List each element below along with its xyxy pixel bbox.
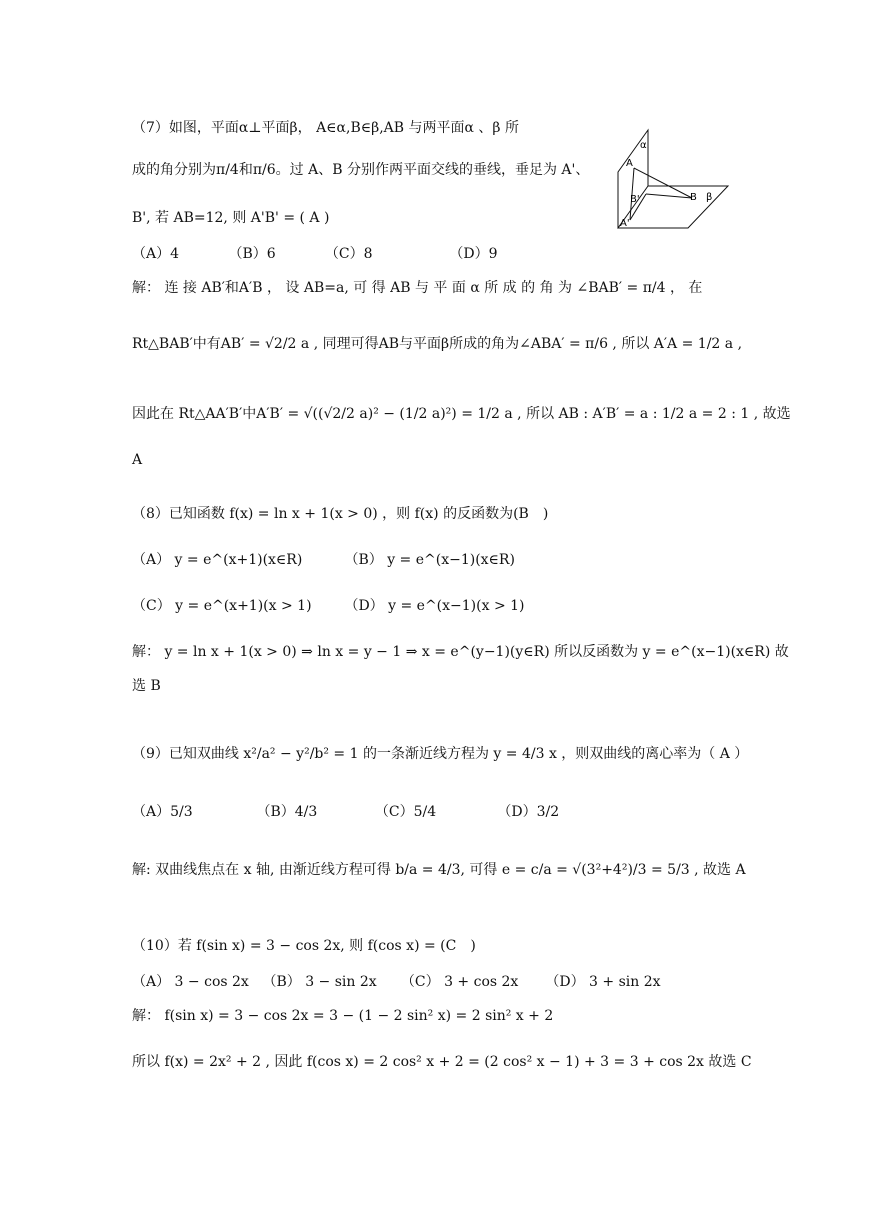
q7-option-b: （B）6 bbox=[228, 246, 276, 262]
q9-options bbox=[132, 802, 559, 822]
q7-solution-1: 解： 连 接 AB′和A′B ， 设 AB=a, 可 得 AB 与 平 面 α 所 成 的 角 为 ∠BAB′ = π/4 ， 在 bbox=[132, 280, 703, 296]
q7-option-a: （A）4 bbox=[132, 246, 180, 262]
q8-solution-1: 解： y = ln x + 1(x > 0) ⇒ ln x = y − 1 ⇒ x = e^(y−1)(y∈R) 所以反函数为 y = e^(x−1)(x∈R) 故 bbox=[132, 644, 789, 660]
q9-line1: （9）已知双曲线 x²/a² − y²/b² = 1 的一条渐近线方程为 y = 4/3 x ，则双曲线的离心率为（ A ） bbox=[132, 746, 749, 762]
q10-options bbox=[132, 972, 661, 992]
q10-option-a: （A） 3 − cos 2x bbox=[132, 974, 249, 990]
q10-option-d: （D） 3 + sin 2x bbox=[545, 974, 661, 990]
q9-option-b: （B）4/3 bbox=[256, 804, 318, 820]
q9-option-c: （C）5/4 bbox=[374, 804, 437, 820]
q7-line2 bbox=[132, 160, 589, 180]
point-a-label: A bbox=[626, 158, 633, 169]
q10-option-c: （C） 3 + cos 2x bbox=[400, 974, 519, 990]
q7-line3: B', 若 AB=12, 则 A'B' = ( A ) bbox=[132, 210, 330, 226]
point-b-label: B bbox=[690, 192, 697, 203]
q9-solution-1: 解: 双曲线焦点在 x 轴, 由渐近线方程可得 b/a = 4/3, 可得 e = c/a = √(3²+4²)/3 = 5/3 , 故选 A bbox=[132, 862, 746, 878]
alpha-label: α bbox=[640, 140, 647, 151]
q10-solution-1: 解： f(sin x) = 3 − cos 2x = 3 − (1 − 2 sin² x) = 2 sin² x + 2 bbox=[132, 1008, 554, 1024]
q7-solution-2: Rt△BAB′中有AB′ = √2/2 a , 同理可得AB与平面β所成的角为∠ABA′ = π/6 , 所以 A′A = 1/2 a , bbox=[132, 336, 743, 352]
q10-solution-2: 所以 f(x) = 2x² + 2 , 因此 f(cos x) = 2 cos² x + 2 = (2 cos² x − 1) + 3 = 3 + cos 2x 故选 C bbox=[132, 1054, 752, 1070]
q8-option-d: （D） y = e^(x−1)(x > 1) bbox=[344, 598, 525, 614]
q9-option-a: （A）5/3 bbox=[132, 804, 193, 820]
q8-line1: （8）已知函数 f(x) = ln x + 1(x > 0) ，则 f(x) 的反函数为(B ) bbox=[132, 506, 549, 522]
beta-label: β bbox=[706, 192, 713, 203]
plane-figure bbox=[610, 124, 730, 232]
q7-option-c: （C）8 bbox=[324, 246, 373, 262]
q8-options-row1 bbox=[132, 550, 515, 570]
q8-option-a: （A） y = e^(x+1)(x∈R) bbox=[132, 552, 303, 568]
q7-line1: （7）如图，平面α⊥平面β， A∈α,B∈β,AB 与两平面α 、β 所 bbox=[132, 120, 519, 136]
q7-line2-text: 成的角分别为π/4和π/6。过 A、B 分别作两平面交线的垂线，垂足为 A'、 bbox=[132, 162, 590, 178]
q8-option-b: （B） y = e^(x−1)(x∈R) bbox=[344, 552, 515, 568]
q7-solution-4: A bbox=[132, 452, 143, 468]
point-a-prime-label: A' bbox=[620, 218, 630, 229]
q8-solution-2: 选 B bbox=[132, 678, 161, 694]
point-b-prime-label: B' bbox=[630, 194, 640, 205]
q7-options bbox=[132, 244, 552, 264]
q8-options-row2 bbox=[132, 596, 525, 616]
q7-solution-3: 因此在 Rt△AA′B′中A′B′ = √((√2/2 a)² − (1/2 a)²) = 1/2 a , 所以 AB : A′B′ = a : 1/2 a = 2 : 1 , 故选 bbox=[132, 406, 791, 422]
q8-option-c: （C） y = e^(x+1)(x > 1) bbox=[132, 598, 312, 614]
q9-option-d: （D）3/2 bbox=[497, 804, 560, 820]
q10-option-b: （B） 3 − sin 2x bbox=[262, 974, 377, 990]
q7-option-d: （D）9 bbox=[449, 246, 498, 262]
q10-line1: （10）若 f(sin x) = 3 − cos 2x, 则 f(cos x) = (C ) bbox=[132, 938, 476, 954]
